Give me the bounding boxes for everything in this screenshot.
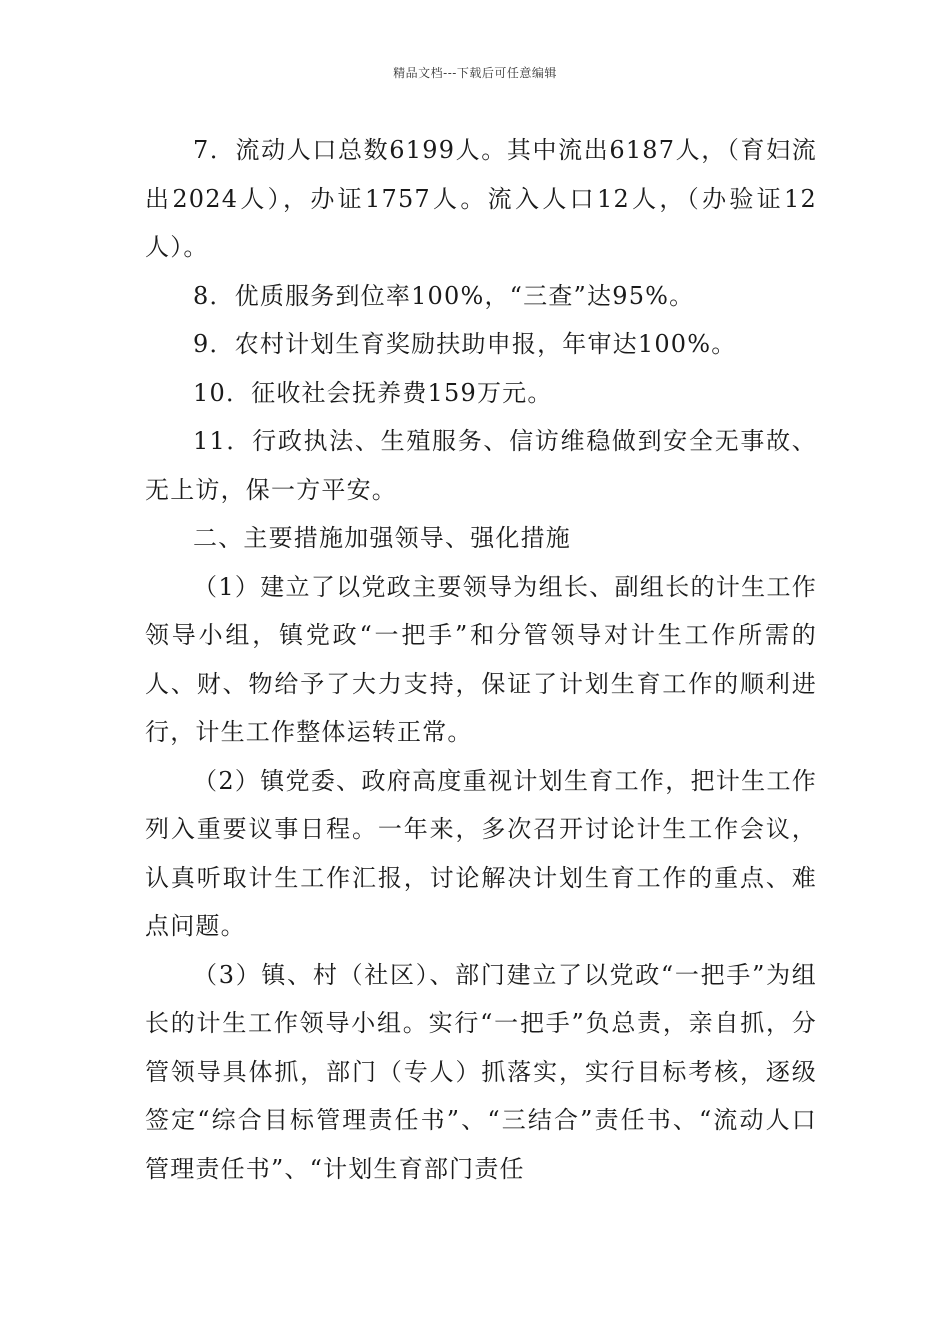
section-heading-measures: 二、主要措施加强领导、强化措施: [193, 524, 571, 552]
paragraph-item-7: 7．流动人口总数6199人。其中流出6187人，（育妇流出2024人），办证1757人。流入人口12人，（办验证12人）。: [145, 136, 817, 261]
document-body: [145, 126, 817, 1193]
paragraph-item-11: 11．行政执法、生殖服务、信访维稳做到安全无事故、无上访，保一方平安。: [145, 427, 817, 504]
paragraph-item-10: 10．征收社会抚养费159万元。: [193, 378, 553, 407]
page-header: 精品文档---下载后可任意编辑: [393, 66, 557, 80]
paragraph-measure-1: （1）建立了以党政主要领导为组长、副组长的计生工作领导小组，镇党政“一把手”和分管领导对计生工作所需的人、财、物给予了大力支持，保证了计划生育工作的顺利进行，计生工作整体运转正常。: [145, 572, 817, 746]
paragraph-item-9: 9．农村计划生育奖励扶助申报，年审达100%。: [193, 330, 737, 358]
paragraph-measure-3: （3）镇、村（社区）、部门建立了以党政“一把手”为组长的计生工作领导小组。实行“一把手”负总责，亲自抓，分管领导具体抓，部门（专人）抓落实，实行目标考核，逐级签定“综合目标管理责任书”、“三结合”责任书、“流动人口管理责任书”、“计划生育部门责任: [145, 960, 817, 1183]
paragraph-measure-2: （2）镇党委、政府高度重视计划生育工作，把计生工作列入重要议事日程。一年来，多次召开讨论计生工作会议，认真听取计生工作汇报，讨论解决计划生育工作的重点、难点问题。: [145, 766, 817, 940]
paragraph-item-8: 8．优质服务到位率100%，“三查”达95%。: [193, 281, 695, 310]
